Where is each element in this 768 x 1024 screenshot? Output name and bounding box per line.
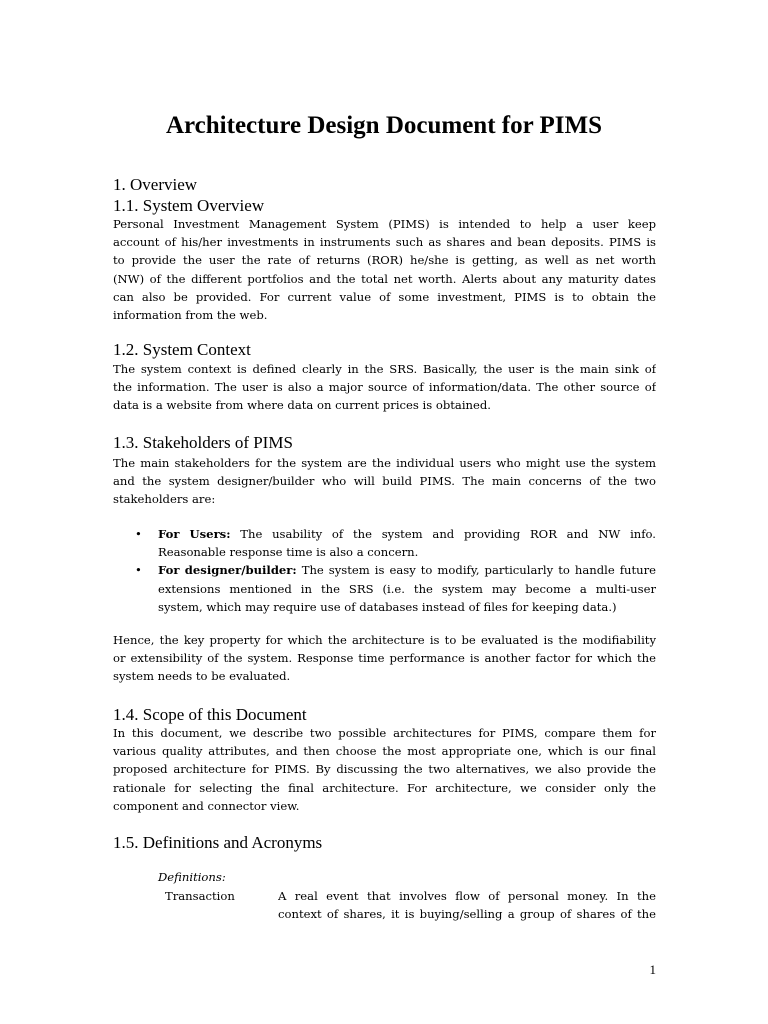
text-line: component and connector view. <box>113 798 300 813</box>
section-heading-stakeholders: 1.3. Stakeholders of PIMS <box>113 433 293 452</box>
system-context-paragraph <box>113 360 656 415</box>
bullet-label: For Users: <box>158 527 231 541</box>
text-line: information from the web. <box>113 308 268 323</box>
text-line: rationale for selecting the final architecture. For architecture, we consider only the <box>113 780 656 795</box>
section-heading-scope: 1.4. Scope of this Document <box>113 705 307 724</box>
section-heading-definitions: 1.5. Definitions and Acronyms <box>113 833 323 852</box>
text-line: stakeholders are: <box>113 492 216 507</box>
stakeholders-closing-paragraph <box>113 631 656 686</box>
text-line: the information. The user is also a major source of information/data. The other source of <box>113 380 656 395</box>
text-line: extensions mentioned in the SRS (i.e. the system may become a multi-user <box>158 581 656 596</box>
text-line: various quality attributes, and then choose the most appropriate one, which is our final <box>113 744 656 759</box>
definition-term: Transaction <box>165 889 235 903</box>
section-heading-system-overview: 1.1. System Overview <box>113 196 265 215</box>
text-line: In this document, we describe two possible architectures for PIMS, compare them for <box>113 726 656 740</box>
text-line: context of shares, it is buying/selling a group of shares of the <box>278 907 656 922</box>
bullet-icon: • <box>135 527 142 541</box>
text-line: proposed architecture for PIMS. By discussing the two alternatives, we also provide the <box>113 762 656 777</box>
text-line: can also be provided. For current value of some investment, PIMS is to obtain the <box>113 289 656 304</box>
stakeholder-concerns-list <box>113 525 656 616</box>
list-item-users <box>113 525 656 561</box>
bullet-label: For designer/builder: <box>158 563 297 578</box>
text-line: data is a website from where data on current prices is obtained. <box>113 398 491 413</box>
text-line: Reasonable response time is also a concern. <box>158 545 419 560</box>
bullet-text: The system is easy to modify, particularly to handle future <box>296 563 656 578</box>
page-number: 1 <box>649 962 656 977</box>
text-line: account of his/her investments in instruments such as shares and bean deposits. PIMS is <box>113 235 656 250</box>
text-line: (NW) of the different portfolios and the total net worth. Alerts about any maturity dates <box>113 271 656 286</box>
section-heading-overview: 1. Overview <box>113 175 198 194</box>
scope-paragraph <box>113 724 656 815</box>
definition-text <box>278 887 656 923</box>
definitions-label: Definitions: <box>158 870 226 884</box>
text-line: Hence, the key property for which the architecture is to be evaluated is the modifiability <box>113 633 656 647</box>
text-line: and the system designer/builder who will build PIMS. The main concerns of the two <box>113 474 656 489</box>
text-line: The system context is defined clearly in the SRS. Basically, the user is the main sink of <box>113 362 656 376</box>
text-line: or extensibility of the system. Response time performance is another factor for which the <box>113 651 656 666</box>
list-item-designer <box>113 561 656 616</box>
text-line: Personal Investment Management System (PIMS) is intended to help a user keep <box>113 217 656 231</box>
bullet-text: The usability of the system and providing ROR and NW info. <box>230 527 656 541</box>
text-line: system, which may require use of databases instead of files for keeping data.) <box>158 599 617 614</box>
bullet-icon: • <box>135 563 142 578</box>
text-line: system needs to be evaluated. <box>113 669 291 684</box>
system-overview-paragraph <box>113 215 656 324</box>
section-heading-system-context: 1.2. System Context <box>113 340 251 359</box>
document-title: Architecture Design Document for PIMS <box>165 112 603 139</box>
text-line: to provide the user the rate of returns (ROR) he/she is getting, as well as net worth <box>113 253 656 268</box>
stakeholders-intro-paragraph <box>113 454 656 509</box>
text-line: The main stakeholders for the system are the individual users who might use the system <box>113 456 656 470</box>
text-line: A real event that involves flow of personal money. In the <box>278 889 656 903</box>
